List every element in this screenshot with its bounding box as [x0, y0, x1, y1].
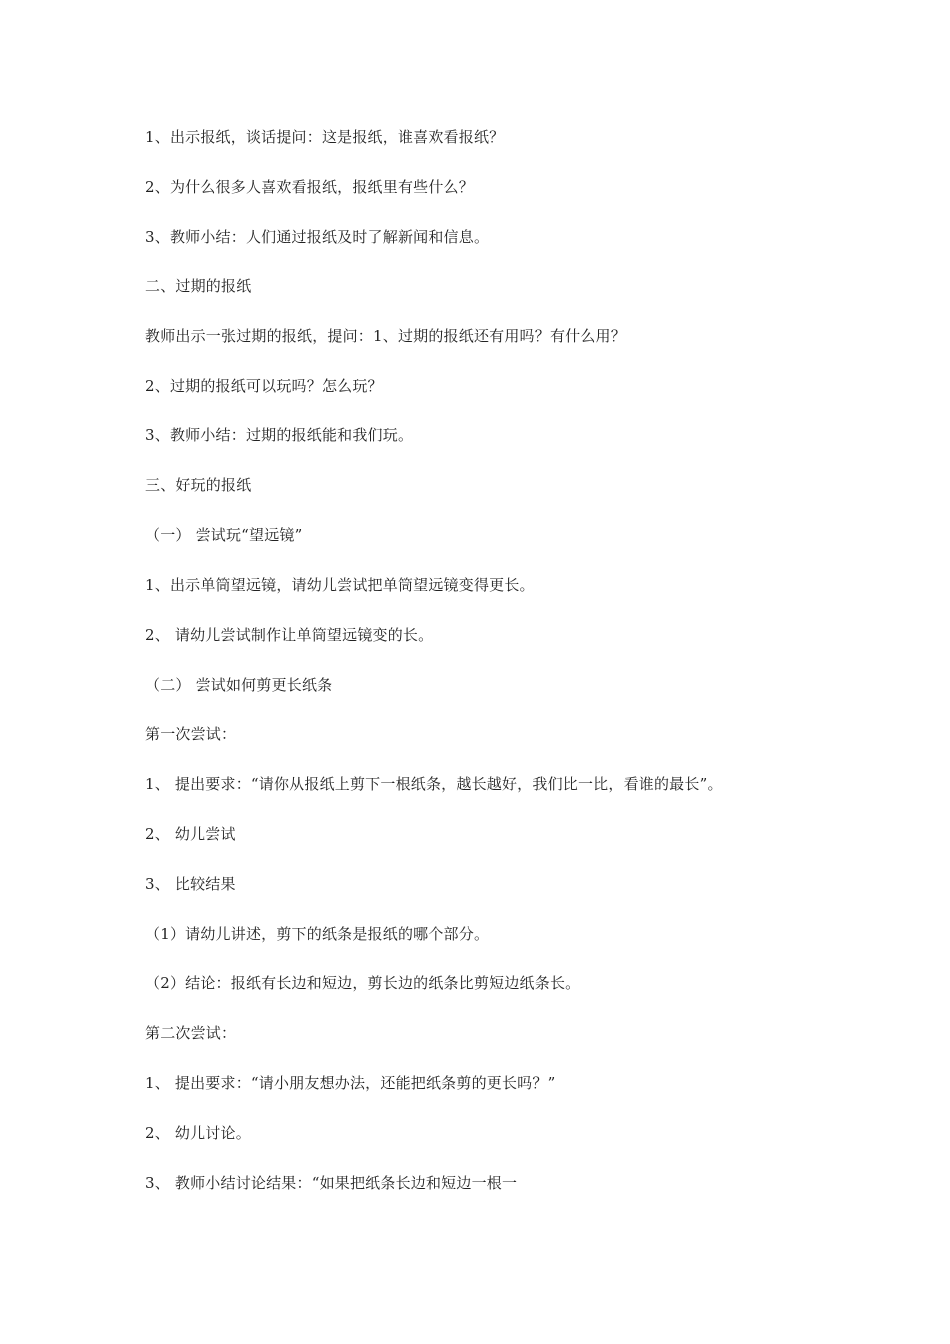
- text-line-18: （2）结论：报纸有长边和短边，剪长边的纸条比剪短边纸条长。: [145, 974, 581, 992]
- subsection-heading-2: （二） 尝试如何剪更长纸条: [145, 676, 333, 694]
- section-heading-2: 二、过期的报纸: [145, 277, 252, 295]
- attempt-heading-2: 第二次尝试：: [145, 1024, 237, 1042]
- text-line-6: 2、过期的报纸可以玩吗？怎么玩？: [145, 377, 383, 395]
- text-line-11: 2、 请幼儿尝试制作让单筒望远镜变的长。: [145, 626, 434, 644]
- text-line-17: （1）请幼儿讲述，剪下的纸条是报纸的哪个部分。: [145, 925, 490, 943]
- text-line-5: 教师出示一张过期的报纸，提问：1、过期的报纸还有用吗？有什么用？: [145, 327, 626, 345]
- text-line-16: 3、 比较结果: [145, 875, 236, 893]
- text-line-14: 1、 提出要求：“请你从报纸上剪下一根纸条，越长越好，我们比一比，看谁的最长”。: [145, 775, 723, 793]
- text-line-22: 3、 教师小结讨论结果：“如果把纸条长边和短边一根一: [145, 1174, 518, 1192]
- subsection-heading-1: （一） 尝试玩“望远镜”: [145, 526, 303, 544]
- text-line-10: 1、出示单筒望远镜，请幼儿尝试把单筒望远镜变得更长。: [145, 576, 535, 594]
- text-line-15: 2、 幼儿尝试: [145, 825, 236, 843]
- text-line-7: 3、教师小结：过期的报纸能和我们玩。: [145, 426, 414, 444]
- attempt-heading-1: 第一次尝试：: [145, 725, 237, 743]
- section-heading-3: 三、好玩的报纸: [145, 476, 252, 494]
- text-line-21: 2、 幼儿讨论。: [145, 1124, 251, 1142]
- text-line-2: 2、为什么很多人喜欢看报纸，报纸里有些什么？: [145, 178, 474, 196]
- text-line-3: 3、教师小结：人们通过报纸及时了解新闻和信息。: [145, 228, 490, 246]
- text-line-20: 1、 提出要求：“请小朋友想办法，还能把纸条剪的更长吗？”: [145, 1074, 556, 1092]
- text-line-1: 1、出示报纸，谈话提问：这是报纸，谁喜欢看报纸？: [145, 128, 505, 146]
